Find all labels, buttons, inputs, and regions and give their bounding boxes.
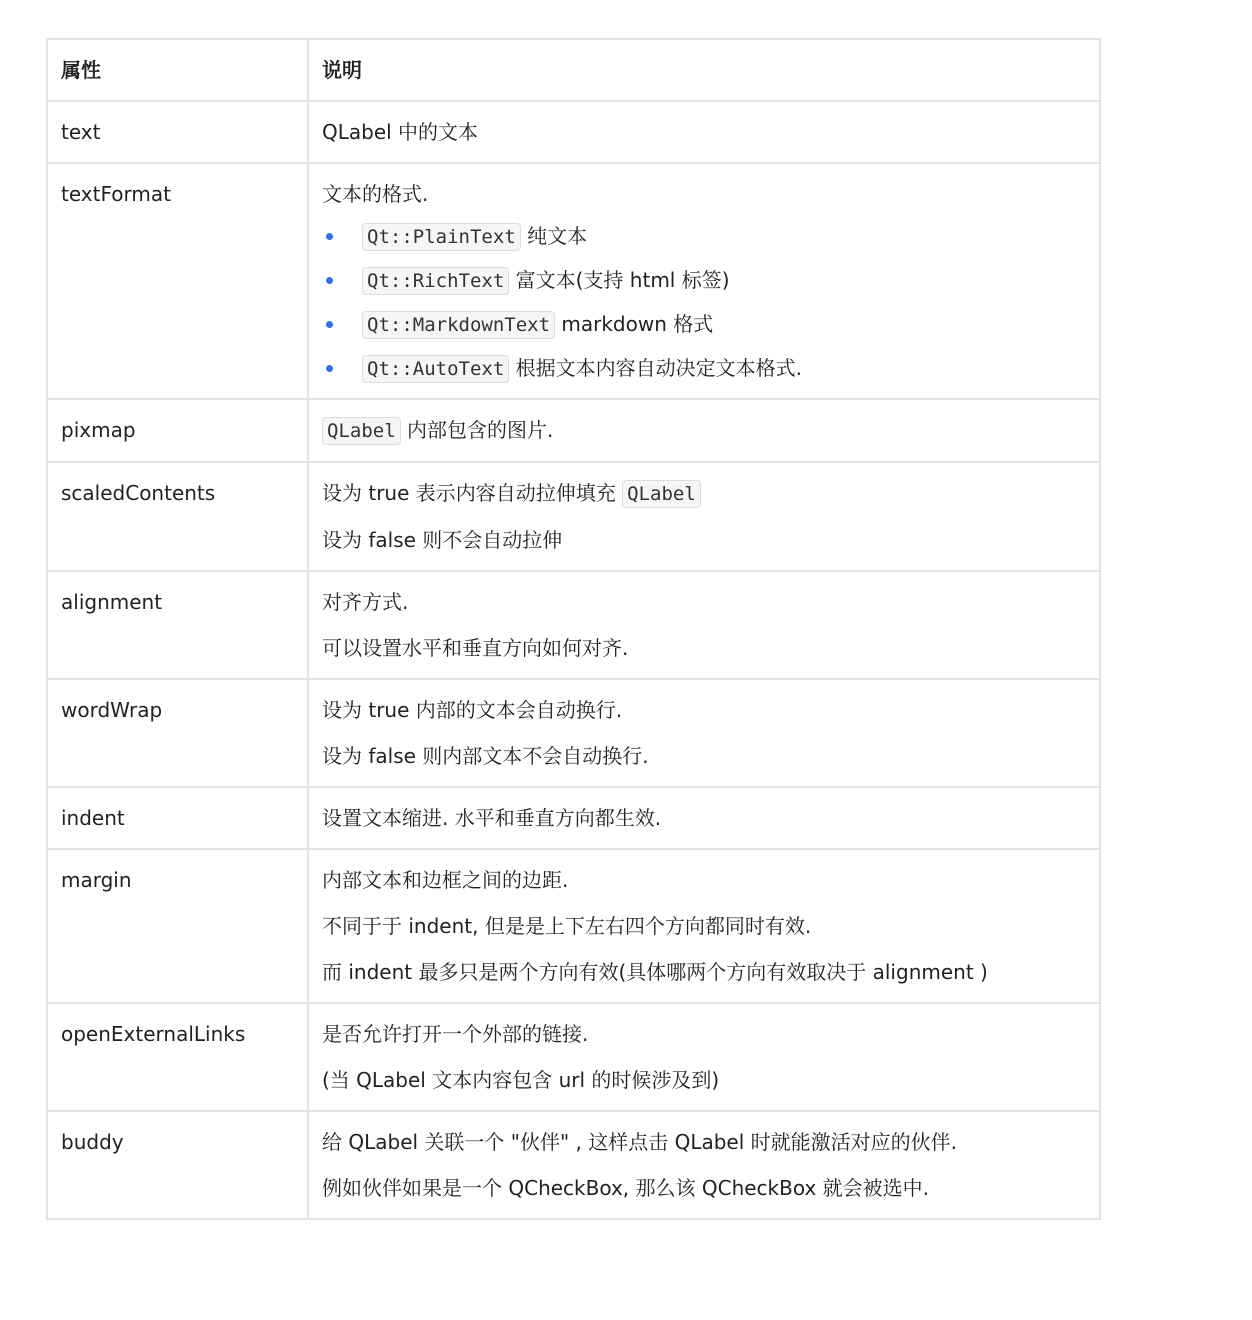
property-name: pixmap <box>47 399 308 462</box>
property-name: textFormat <box>47 163 308 399</box>
inline-code: Qt::AutoText <box>362 355 509 383</box>
description-line <box>322 480 1087 507</box>
property-name: wordWrap <box>47 679 308 787</box>
table-row <box>47 787 1100 849</box>
inline-code: QLabel <box>322 417 401 445</box>
list-item <box>322 223 1087 249</box>
bullet-icon <box>326 365 333 372</box>
format-list <box>322 223 1087 381</box>
description-line: 内部文本和边框之间的边距. <box>322 868 569 892</box>
property-name: buddy <box>47 1111 308 1219</box>
property-description <box>308 1003 1100 1111</box>
inline-code: Qt::MarkdownText <box>362 311 555 339</box>
bullet-icon <box>326 233 333 240</box>
table-row <box>47 571 1100 679</box>
list-item-text: 根据文本内容自动决定文本格式. <box>515 356 802 380</box>
description-line: 不同于于 indent, 但是是上下左右四个方向都同时有效. <box>322 914 812 938</box>
property-description <box>308 787 1100 849</box>
property-description <box>308 1111 1100 1219</box>
header-property: 属性 <box>47 39 308 101</box>
inline-code: Qt::RichText <box>362 267 509 295</box>
property-description <box>308 462 1100 571</box>
description-line: 可以设置水平和垂直方向如何对齐. <box>322 636 629 660</box>
description-text: 内部包含的图片. <box>407 418 554 442</box>
description-line: 设为 true 内部的文本会自动换行. <box>322 698 623 722</box>
property-name: margin <box>47 849 308 1003</box>
table-row <box>47 849 1100 1003</box>
property-name: scaledContents <box>47 462 308 571</box>
table-row <box>47 1003 1100 1111</box>
property-description <box>308 101 1100 163</box>
description-line: 设为 false 则不会自动拉伸 <box>322 528 563 552</box>
bullet-icon <box>326 277 333 284</box>
description-line: 设为 false 则内部文本不会自动换行. <box>322 744 649 768</box>
list-item <box>322 311 1087 337</box>
list-item-text: 纯文本 <box>527 224 588 248</box>
list-item <box>322 355 1087 381</box>
property-description <box>308 849 1100 1003</box>
description-line: 而 indent 最多只是两个方向有效(具体哪两个方向有效取决于 alignment ) <box>322 960 988 984</box>
table-row <box>47 462 1100 571</box>
property-name: indent <box>47 787 308 849</box>
bullet-icon <box>326 321 333 328</box>
description-line: 给 QLabel 关联一个 "伙伴" , 这样点击 QLabel 时就能激活对应的伙伴. <box>322 1130 958 1154</box>
table-row <box>47 101 1100 163</box>
property-name: openExternalLinks <box>47 1003 308 1111</box>
property-table <box>46 38 1101 1220</box>
description-line: 对齐方式. <box>322 590 409 614</box>
property-description <box>308 399 1100 462</box>
table-row <box>47 679 1100 787</box>
description-line: 是否允许打开一个外部的链接. <box>322 1022 589 1046</box>
table-header-row <box>47 39 1100 101</box>
description-line: (当 QLabel 文本内容包含 url 的时候涉及到) <box>322 1068 720 1092</box>
table-row <box>47 163 1100 399</box>
inline-code: Qt::PlainText <box>362 223 521 251</box>
description-line: 文本的格式. <box>322 182 429 206</box>
property-description <box>308 163 1100 399</box>
header-description: 说明 <box>308 39 1100 101</box>
table-row <box>47 1111 1100 1219</box>
description-line <box>322 417 1087 444</box>
property-name: alignment <box>47 571 308 679</box>
inline-code: QLabel <box>622 480 701 508</box>
description-line: QLabel 中的文本 <box>322 120 479 144</box>
property-description <box>308 679 1100 787</box>
description-line: 例如伙伴如果是一个 QCheckBox, 那么该 QCheckBox 就会被选中. <box>322 1176 930 1200</box>
description-line: 设置文本缩进. 水平和垂直方向都生效. <box>322 806 662 830</box>
list-item-text: markdown 格式 <box>561 312 714 336</box>
property-name: text <box>47 101 308 163</box>
list-item <box>322 267 1087 293</box>
list-item-text: 富文本(支持 html 标签) <box>515 268 730 292</box>
property-description <box>308 571 1100 679</box>
description-text: 设为 true 表示内容自动拉伸填充 <box>322 481 616 505</box>
table-row <box>47 399 1100 462</box>
